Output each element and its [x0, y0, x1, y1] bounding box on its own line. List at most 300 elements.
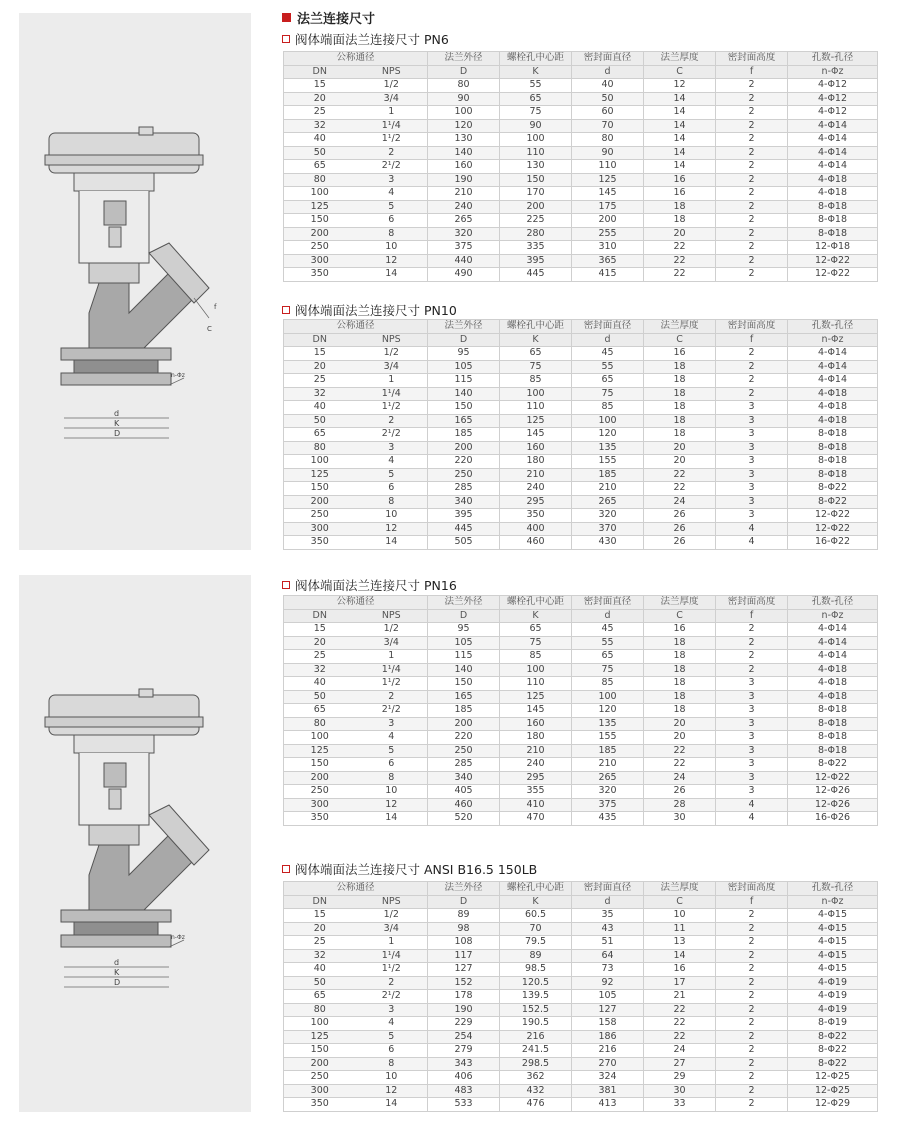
table-cell: 3	[716, 441, 788, 455]
table-row	[284, 1017, 878, 1031]
table-cell: 13	[644, 936, 716, 950]
table-cell: 216	[572, 1044, 644, 1058]
table-cell: 490	[428, 268, 500, 282]
table-cell: 8-Φ22	[788, 1030, 878, 1044]
table-row	[284, 160, 878, 174]
header-cell: 密封面高度	[716, 882, 788, 896]
table-cell: 4-Φ18	[788, 187, 878, 201]
table-cell: 2	[716, 636, 788, 650]
table-cell: 150	[284, 214, 356, 228]
table-cell: 241.5	[500, 1044, 572, 1058]
header-symbol-cell: DN	[284, 609, 356, 623]
table-cell: 5	[356, 1030, 428, 1044]
table-cell: 98.5	[500, 963, 572, 977]
table-row	[284, 214, 878, 228]
table-cell: 14	[644, 133, 716, 147]
table-cell: 30	[644, 812, 716, 826]
table-cell: 12-Φ26	[788, 785, 878, 799]
table-cell: 375	[428, 241, 500, 255]
table-cell: 100	[500, 133, 572, 147]
table-cell: 65	[500, 92, 572, 106]
table-cell: 335	[500, 241, 572, 255]
table-cell: 80	[428, 79, 500, 93]
table-cell: 320	[428, 227, 500, 241]
table-row	[284, 441, 878, 455]
table-cell: 18	[644, 214, 716, 228]
table-cell: 4-Φ14	[788, 374, 878, 388]
header-symbol-cell: f	[716, 333, 788, 347]
table-cell: 40	[284, 963, 356, 977]
table-cell: 2	[716, 214, 788, 228]
table-cell: 75	[500, 360, 572, 374]
table-cell: 120	[572, 704, 644, 718]
table-row	[284, 374, 878, 388]
table-row	[284, 468, 878, 482]
table-cell: 413	[572, 1098, 644, 1112]
table-cell: 170	[500, 187, 572, 201]
table-cell: 1¹/2	[356, 963, 428, 977]
table-row	[284, 758, 878, 772]
table-row	[284, 227, 878, 241]
header-cell: 孔数-孔径	[788, 52, 878, 66]
header-symbol-cell: f	[716, 609, 788, 623]
table-cell: 8	[356, 227, 428, 241]
dim-label-k: K	[114, 968, 120, 977]
table-cell: 3	[356, 1003, 428, 1017]
table-row	[284, 509, 878, 523]
table-cell: 25	[284, 936, 356, 950]
table-cell: 3	[716, 455, 788, 469]
table-cell: 4-Φ12	[788, 92, 878, 106]
table-cell: 22	[644, 1003, 716, 1017]
table-cell: 152	[428, 976, 500, 990]
header-cell: 螺栓孔中心距	[500, 320, 572, 334]
table-cell: 343	[428, 1057, 500, 1071]
table-cell: 4-Φ18	[788, 401, 878, 415]
table-cell: 460	[428, 798, 500, 812]
table-cell: 3	[356, 717, 428, 731]
table-cell: 200	[572, 214, 644, 228]
table-cell: 8-Φ18	[788, 214, 878, 228]
table-row	[284, 731, 878, 745]
table-cell: 2	[716, 963, 788, 977]
table-cell: 505	[428, 536, 500, 550]
table-row	[284, 1098, 878, 1112]
table-cell: 200	[428, 441, 500, 455]
header-symbol-cell: n-Φz	[788, 333, 878, 347]
header-symbol-cell: K	[500, 609, 572, 623]
table-cell: 3	[356, 441, 428, 455]
table-cell: 2	[716, 92, 788, 106]
table-cell: 220	[428, 455, 500, 469]
table-cell: 14	[356, 536, 428, 550]
table-cell: 5	[356, 200, 428, 214]
table-cell: 75	[500, 106, 572, 120]
table-header-row	[284, 333, 878, 347]
table-cell: 4	[716, 522, 788, 536]
table-cell: 185	[428, 428, 500, 442]
table-cell: 285	[428, 482, 500, 496]
table-cell: 22	[644, 758, 716, 772]
section-title-text: 阀体端面法兰连接尺寸 PN10	[295, 303, 457, 318]
table-cell: 85	[572, 677, 644, 691]
table-row	[284, 990, 878, 1004]
table-cell: 255	[572, 227, 644, 241]
table-cell: 300	[284, 254, 356, 268]
table-cell: 240	[428, 200, 500, 214]
table-cell: 127	[428, 963, 500, 977]
table-cell: 40	[284, 677, 356, 691]
table-cell: 22	[644, 1017, 716, 1031]
table-cell: 6	[356, 482, 428, 496]
table-cell: 350	[284, 536, 356, 550]
table-cell: 79.5	[500, 936, 572, 950]
drawing-panel-bottom	[19, 575, 251, 1112]
table-header-row	[284, 882, 878, 896]
table-cell: 4-Φ12	[788, 79, 878, 93]
table-cell: 350	[284, 268, 356, 282]
table-cell: 8-Φ22	[788, 1044, 878, 1058]
table-cell: 20	[284, 636, 356, 650]
table-cell: 105	[572, 990, 644, 1004]
table-cell: 1¹/4	[356, 387, 428, 401]
table-cell: 14	[644, 160, 716, 174]
table-cell: 22	[644, 254, 716, 268]
table-cell: 18	[644, 704, 716, 718]
table-cell: 14	[356, 812, 428, 826]
header-cell: 螺栓孔中心距	[500, 596, 572, 610]
table-cell: 2	[716, 1071, 788, 1085]
table-cell: 8-Φ19	[788, 1017, 878, 1031]
table-cell: 4-Φ14	[788, 360, 878, 374]
table-cell: 8-Φ18	[788, 227, 878, 241]
table-cell: 4	[716, 536, 788, 550]
table-cell: 2	[716, 663, 788, 677]
table-cell: 310	[572, 241, 644, 255]
table-cell: 20	[284, 92, 356, 106]
table-row	[284, 146, 878, 160]
table-cell: 2	[716, 1098, 788, 1112]
table-cell: 12-Φ29	[788, 1098, 878, 1112]
table-cell: 180	[500, 731, 572, 745]
table-cell: 210	[572, 482, 644, 496]
dim-label-d: d	[114, 409, 120, 418]
table-cell: 33	[644, 1098, 716, 1112]
header-cell: 公称通径	[284, 320, 428, 334]
table-header-row	[284, 320, 878, 334]
table-cell: 210	[428, 187, 500, 201]
header-symbol-cell: D	[428, 333, 500, 347]
table-row	[284, 922, 878, 936]
table-cell: 65	[572, 650, 644, 664]
table-row	[284, 909, 878, 923]
table-cell: 22	[644, 744, 716, 758]
table-cell: 100	[572, 690, 644, 704]
header-symbol-cell: D	[428, 65, 500, 79]
table-cell: 12-Φ25	[788, 1071, 878, 1085]
table-cell: 210	[500, 468, 572, 482]
drawing-panel-top	[19, 13, 251, 550]
table-cell: 3	[716, 428, 788, 442]
table-cell: 2	[716, 1084, 788, 1098]
table-cell: 22	[644, 1030, 716, 1044]
table-cell: 2	[716, 1057, 788, 1071]
table-cell: 14	[644, 106, 716, 120]
table-cell: 406	[428, 1071, 500, 1085]
table-cell: 4-Φ14	[788, 636, 878, 650]
table-cell: 24	[644, 1044, 716, 1058]
table-cell: 18	[644, 428, 716, 442]
table-cell: 135	[572, 717, 644, 731]
table-cell: 18	[644, 200, 716, 214]
table-cell: 135	[572, 441, 644, 455]
table-row	[284, 949, 878, 963]
table-cell: 22	[644, 241, 716, 255]
valve-drawing	[19, 13, 251, 550]
square-outline-icon	[282, 581, 290, 589]
header-symbol-cell: D	[428, 609, 500, 623]
table-cell: 3	[716, 401, 788, 415]
table-cell: 45	[572, 623, 644, 637]
table-cell: 4-Φ12	[788, 106, 878, 120]
table-cell: 395	[500, 254, 572, 268]
table-cell: 18	[644, 401, 716, 415]
header-cell: 公称通径	[284, 596, 428, 610]
table-cell: 3	[716, 690, 788, 704]
table-cell: 18	[644, 414, 716, 428]
header-symbol-cell: DN	[284, 65, 356, 79]
table-cell: 125	[284, 468, 356, 482]
table-cell: 8	[356, 771, 428, 785]
table-cell: 265	[572, 771, 644, 785]
table-cell: 8	[356, 1057, 428, 1071]
table-cell: 4	[356, 187, 428, 201]
square-outline-icon	[282, 35, 290, 43]
table-cell: 265	[572, 495, 644, 509]
table-cell: 127	[572, 1003, 644, 1017]
table-cell: 12	[356, 522, 428, 536]
dim-label-C: C	[207, 325, 212, 333]
table-cell: 50	[284, 976, 356, 990]
table-cell: 1/2	[356, 79, 428, 93]
header-cell: 密封面高度	[716, 52, 788, 66]
header-symbol-cell: NPS	[356, 333, 428, 347]
square-bullet-icon	[282, 13, 291, 22]
table-row	[284, 1071, 878, 1085]
dim-label-d: d	[114, 958, 120, 967]
table-cell: 14	[644, 92, 716, 106]
table-cell: 8-Φ22	[788, 1057, 878, 1071]
flange-table	[283, 51, 878, 282]
table-cell: 210	[572, 758, 644, 772]
table-cell: 4-Φ18	[788, 663, 878, 677]
table-cell: 2	[716, 623, 788, 637]
table-cell: 470	[500, 812, 572, 826]
table-cell: 98	[428, 922, 500, 936]
table-cell: 2	[716, 1030, 788, 1044]
table-cell: 2	[716, 146, 788, 160]
table-cell: 370	[572, 522, 644, 536]
table-header-row	[284, 895, 878, 909]
table-cell: 45	[572, 347, 644, 361]
header-cell: 法兰外径	[428, 52, 500, 66]
table-cell: 12	[644, 79, 716, 93]
table-cell: 100	[500, 387, 572, 401]
table-cell: 105	[428, 636, 500, 650]
table-cell: 4-Φ14	[788, 623, 878, 637]
table-cell: 4	[716, 812, 788, 826]
table-cell: 90	[428, 92, 500, 106]
table-cell: 12-Φ26	[788, 798, 878, 812]
table-cell: 14	[644, 119, 716, 133]
table-cell: 2	[716, 79, 788, 93]
table-cell: 125	[500, 414, 572, 428]
table-cell: 150	[500, 173, 572, 187]
table-cell: 3/4	[356, 92, 428, 106]
table-cell: 4-Φ18	[788, 173, 878, 187]
table-cell: 139.5	[500, 990, 572, 1004]
table-cell: 15	[284, 79, 356, 93]
table-cell: 64	[572, 949, 644, 963]
table-cell: 20	[644, 455, 716, 469]
table-row	[284, 1003, 878, 1017]
header-cell: 法兰厚度	[644, 52, 716, 66]
table-cell: 6	[356, 214, 428, 228]
table-cell: 3/4	[356, 922, 428, 936]
table-cell: 405	[428, 785, 500, 799]
table-cell: 4	[716, 798, 788, 812]
table-cell: 152.5	[500, 1003, 572, 1017]
square-outline-icon	[282, 865, 290, 873]
header-symbol-cell: C	[644, 333, 716, 347]
table-row	[284, 360, 878, 374]
header-symbol-cell: K	[500, 65, 572, 79]
table-cell: 125	[284, 200, 356, 214]
table-cell: 28	[644, 798, 716, 812]
table-row	[284, 254, 878, 268]
table-row	[284, 771, 878, 785]
table-cell: 150	[284, 1044, 356, 1058]
table-cell: 4-Φ15	[788, 936, 878, 950]
table-cell: 8-Φ18	[788, 731, 878, 745]
table-cell: 160	[500, 717, 572, 731]
table-cell: 12	[356, 254, 428, 268]
table-cell: 320	[572, 509, 644, 523]
table-cell: 178	[428, 990, 500, 1004]
table-cell: 200	[284, 1057, 356, 1071]
header-symbol-cell: f	[716, 65, 788, 79]
table-cell: 65	[284, 990, 356, 1004]
table-cell: 365	[572, 254, 644, 268]
table-cell: 2	[356, 690, 428, 704]
table-cell: 16	[644, 187, 716, 201]
table-cell: 115	[428, 374, 500, 388]
section-title-text: 阀体端面法兰连接尺寸 PN6	[295, 32, 449, 47]
table-cell: 95	[428, 347, 500, 361]
table-cell: 3	[716, 771, 788, 785]
table-row	[284, 663, 878, 677]
table-cell: 150	[428, 677, 500, 691]
table-cell: 12-Φ22	[788, 509, 878, 523]
table-cell: 4-Φ19	[788, 976, 878, 990]
table-cell: 60	[572, 106, 644, 120]
header-cell: 公称通径	[284, 882, 428, 896]
table-cell: 50	[284, 146, 356, 160]
table-cell: 280	[500, 227, 572, 241]
table-cell: 55	[572, 636, 644, 650]
table-cell: 2	[716, 650, 788, 664]
table-cell: 100	[428, 106, 500, 120]
header-symbol-cell: d	[572, 65, 644, 79]
table-cell: 2¹/2	[356, 704, 428, 718]
table-cell: 2	[716, 909, 788, 923]
table-cell: 300	[284, 522, 356, 536]
header-cell: 法兰外径	[428, 596, 500, 610]
table-row	[284, 455, 878, 469]
table-row	[284, 268, 878, 282]
table-row	[284, 717, 878, 731]
table-cell: 279	[428, 1044, 500, 1058]
table-cell: 12-Φ25	[788, 1084, 878, 1098]
table-cell: 12	[356, 1084, 428, 1098]
table-cell: 160	[428, 160, 500, 174]
table-cell: 395	[428, 509, 500, 523]
table-cell: 225	[500, 214, 572, 228]
table-cell: 85	[500, 374, 572, 388]
table-cell: 4-Φ18	[788, 690, 878, 704]
table-cell: 25	[284, 650, 356, 664]
table-cell: 55	[500, 79, 572, 93]
table-cell: 3	[716, 704, 788, 718]
table-cell: 295	[500, 771, 572, 785]
table-cell: 4-Φ14	[788, 133, 878, 147]
table-row	[284, 173, 878, 187]
table-cell: 320	[572, 785, 644, 799]
section-title	[282, 301, 457, 319]
table-cell: 3	[716, 758, 788, 772]
table-cell: 4	[356, 731, 428, 745]
table-cell: 1/2	[356, 623, 428, 637]
table-cell: 4-Φ14	[788, 146, 878, 160]
table-cell: 400	[500, 522, 572, 536]
table-cell: 445	[428, 522, 500, 536]
table-cell: 8-Φ18	[788, 428, 878, 442]
table-header-row	[284, 65, 878, 79]
table-cell: 4-Φ15	[788, 963, 878, 977]
table-cell: 100	[284, 187, 356, 201]
table-cell: 240	[500, 758, 572, 772]
table-cell: 8-Φ18	[788, 200, 878, 214]
table-cell: 3/4	[356, 636, 428, 650]
table-cell: 145	[500, 704, 572, 718]
table-cell: 70	[572, 119, 644, 133]
table-cell: 140	[428, 146, 500, 160]
table-cell: 2	[356, 414, 428, 428]
section-title	[282, 30, 449, 48]
table-cell: 476	[500, 1098, 572, 1112]
table-cell: 12-Φ22	[788, 522, 878, 536]
table-cell: 2¹/2	[356, 428, 428, 442]
table-cell: 50	[284, 414, 356, 428]
table-cell: 430	[572, 536, 644, 550]
table-row	[284, 1030, 878, 1044]
table-cell: 20	[644, 731, 716, 745]
header-symbol-cell: NPS	[356, 895, 428, 909]
table-header-row	[284, 596, 878, 610]
table-cell: 165	[428, 414, 500, 428]
page-title	[282, 8, 375, 27]
header-symbol-cell: C	[644, 65, 716, 79]
